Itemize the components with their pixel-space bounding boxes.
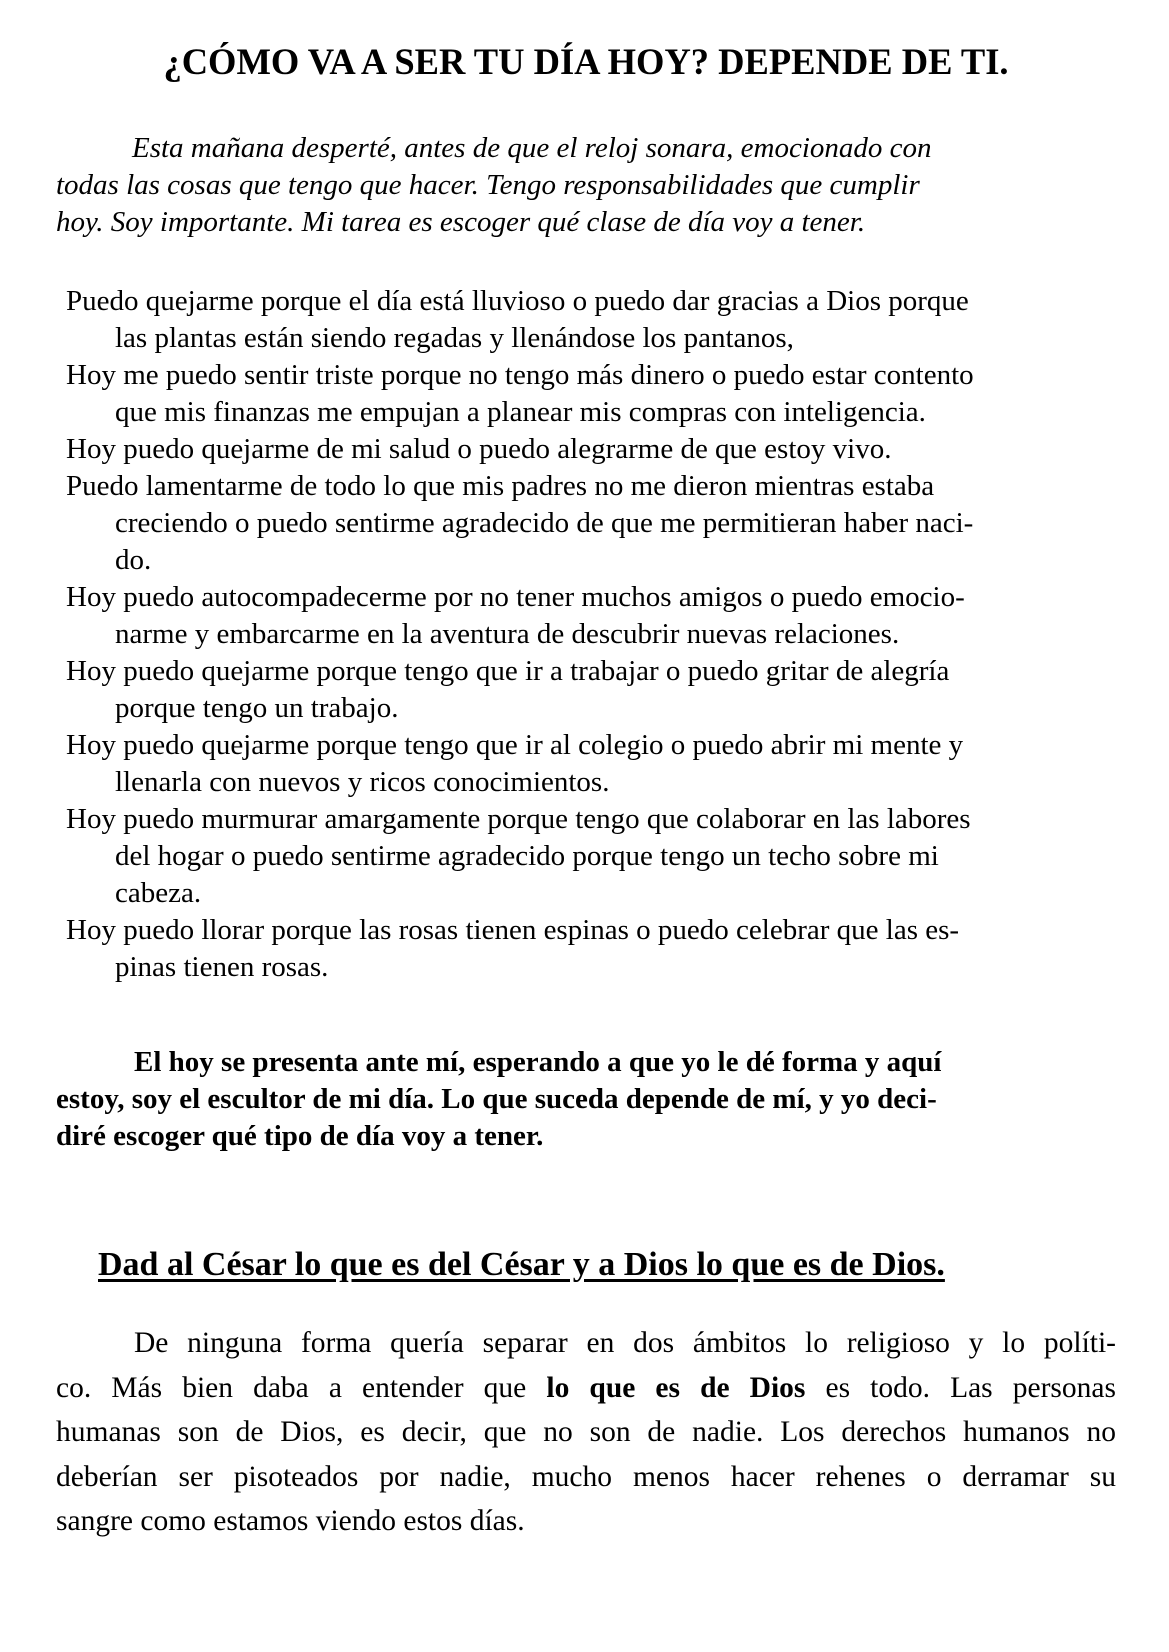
- list-item-line: Puedo lamentarme de todo lo que mis padres no me dieron mientras estaba: [66, 470, 935, 502]
- list-item: [66, 579, 1116, 653]
- section-heading: Dad al César lo que es del César y a Dios lo que es de Dios.: [98, 1246, 945, 1283]
- section-line: De ninguna forma quería separar en dos ámbitos lo religioso y lo políti-: [134, 1327, 1116, 1359]
- list-item: [66, 727, 1116, 801]
- section-line: [56, 1366, 1116, 1411]
- closing-line: diré escoger qué tipo de día voy a tener.: [56, 1120, 544, 1152]
- list-item-line: Puedo quejarme porque el día está lluvioso o puedo dar gracias a Dios porque: [66, 285, 969, 317]
- section-line: sangre como estamos viendo estos días.: [56, 1505, 525, 1537]
- section-paragraph: [56, 1321, 1116, 1544]
- list-item: [66, 357, 1116, 431]
- intro-line: todas las cosas que tengo que hacer. Tengo responsabilidades que cumplir: [56, 169, 920, 201]
- list-item: [66, 431, 1116, 468]
- list-item-line: do.: [115, 544, 152, 576]
- section-line-text: es todo. Las personas: [805, 1371, 1116, 1404]
- closing-line: estoy, soy el escultor de mi día. Lo que suceda depende de mí, y yo deci-: [56, 1083, 937, 1115]
- list-item-line: que mis finanzas me empujan a planear mis compras con inteligencia.: [115, 396, 926, 428]
- list-item-line: Hoy puedo autocompadecerme por no tener muchos amigos o puedo emocio-: [66, 581, 965, 613]
- list-item: [66, 801, 1116, 912]
- list-item-line: las plantas están siendo regadas y llenándose los pantanos,: [115, 322, 794, 354]
- section-line: deberían ser pisoteados por nadie, mucho menos hacer rehenes o derramar su: [56, 1460, 1116, 1493]
- list-item: [66, 653, 1116, 727]
- list-item-line: pinas tienen rosas.: [115, 951, 329, 983]
- closing-paragraph: [56, 1044, 1116, 1155]
- choices-list: [66, 283, 1116, 986]
- list-item-line: cabeza.: [115, 877, 202, 909]
- section-line-text: co. Más bien daba a entender que: [56, 1371, 547, 1404]
- closing-line: El hoy se presenta ante mí, esperando a que yo le dé forma y aquí: [134, 1046, 942, 1078]
- list-item-line: Hoy puedo murmurar amargamente porque tengo que colaborar en las labores: [66, 803, 971, 835]
- list-item-line: Hoy puedo quejarme de mi salud o puedo alegrarme de que estoy vivo.: [66, 433, 892, 465]
- list-item-line: del hogar o puedo sentirme agradecido porque tengo un techo sobre mi: [115, 840, 939, 872]
- list-item-line: Hoy puedo quejarme porque tengo que ir al colegio o puedo abrir mi mente y: [66, 729, 964, 761]
- list-item-line: Hoy me puedo sentir triste porque no tengo más dinero o puedo estar contento: [66, 359, 974, 391]
- emphasis-text: lo que es de Dios: [546, 1371, 806, 1404]
- section-line: humanas son de Dios, es decir, que no son de nadie. Los derechos humanos no: [56, 1416, 1116, 1448]
- list-item-line: Hoy puedo llorar porque las rosas tienen espinas o puedo celebrar que las es-: [66, 914, 960, 946]
- intro-line: hoy. Soy importante. Mi tarea es escoger qué clase de día voy a tener.: [56, 206, 866, 238]
- list-item-line: Hoy puedo quejarme porque tengo que ir a trabajar o puedo gritar de alegría: [66, 655, 950, 687]
- list-item-line: creciendo o puedo sentirme agradecido de que me permitieran haber naci-: [115, 507, 974, 539]
- intro-paragraph: [56, 130, 1096, 241]
- intro-line: Esta mañana desperté, antes de que el reloj sonara, emocionado con: [132, 132, 932, 164]
- list-item-line: llenarla con nuevos y ricos conocimientos.: [115, 766, 610, 798]
- list-item: [66, 283, 1116, 357]
- list-item-line: narme y embarcarme en la aventura de descubrir nuevas relaciones.: [115, 618, 900, 650]
- list-item: [66, 468, 1116, 579]
- page-title: ¿CÓMO VA A SER TU DÍA HOY? DEPENDE DE TI.: [163, 41, 1009, 82]
- list-item: [66, 912, 1116, 986]
- list-item-line: porque tengo un trabajo.: [115, 692, 399, 724]
